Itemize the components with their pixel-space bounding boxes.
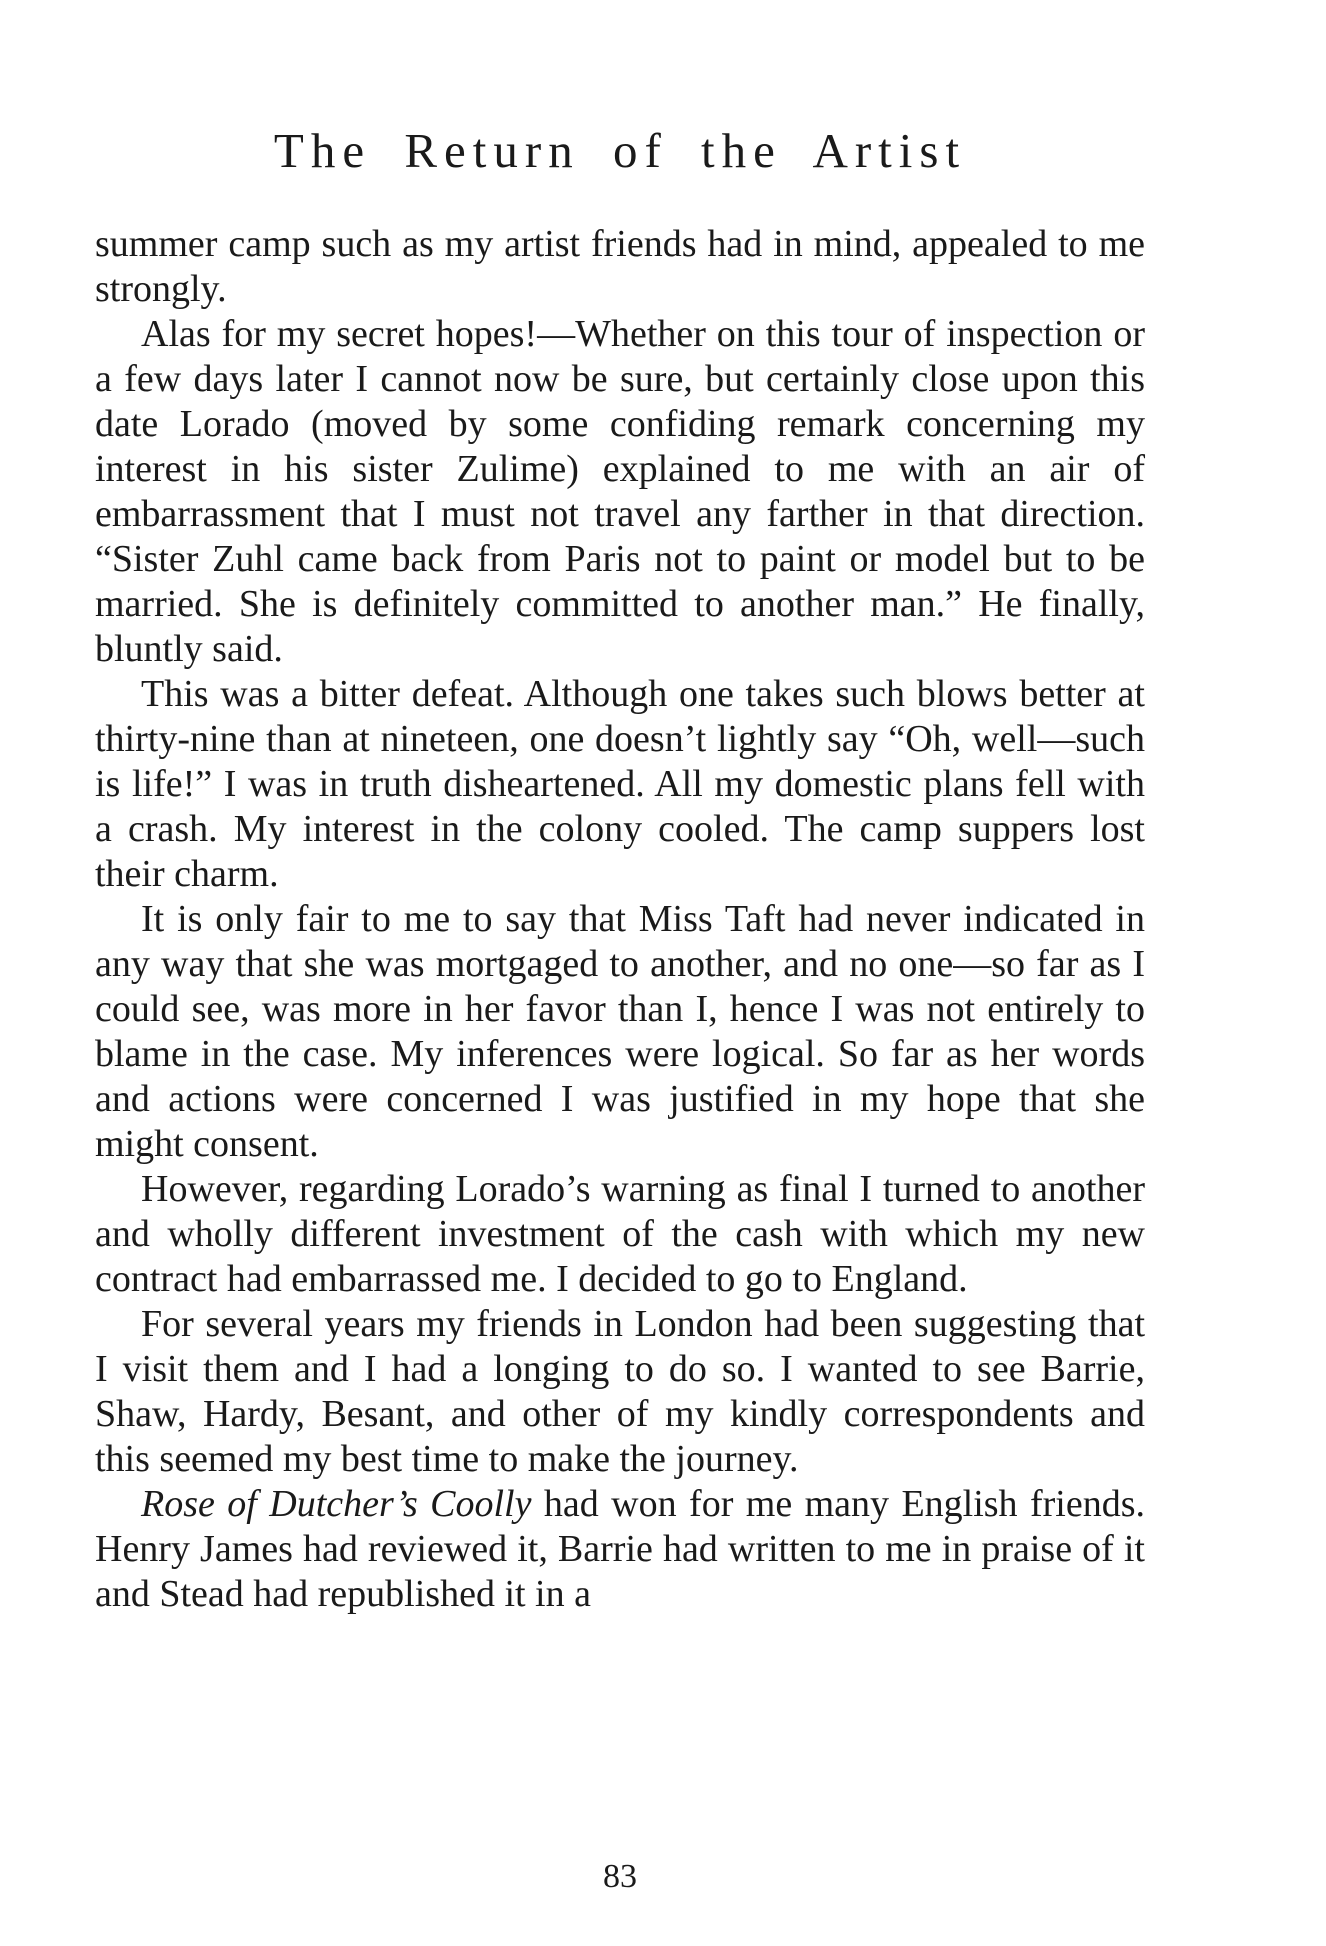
paragraph-text: had won for me many English friends. Henry James had reviewed it, Barrie had written to me in praise of it and Stead had republished it in a [95,1483,1145,1615]
paragraph [95,1482,1145,1617]
paragraph: It is only fair to me to say that Miss Taft had never indicated in any way that she was mortgaged to another, and no one—so far as I could see, was more in her favor than I, hence I was not entirely to blame in the case. My inferences were logical. So far as her words and actions were concerned I was justified in my hope that she might consent. [95,898,1145,1165]
body-text [95,222,1145,1617]
running-head: The Return of the Artist [273,123,967,178]
paragraph: However, regarding Lorado’s warning as final I turned to another and wholly different investment of the cash with which my new contract had embarrassed me. I decided to go to England. [95,1168,1145,1300]
book-title: Rose of Dutcher’s Coolly [141,1483,532,1525]
paragraph-continuation: summer camp such as my artist friends had in mind, appealed to me strongly. [95,223,1145,310]
paragraph: This was a bitter defeat. Although one takes such blows better at thirty-nine than at nineteen, one doesn’t lightly say “Oh, well—such is life!” I was in truth disheartened. All my domestic plans fell with a crash. My interest in the colony cooled. The camp suppers lost their charm. [95,673,1145,895]
paragraph: Alas for my secret hopes!—Whether on this tour of inspection or a few days later I cannot now be sure, but certainly close upon this date Lorado (moved by some confiding remark concerning my interest in his sister Zulime) explained to me with an air of embarrassment that I must not travel any farther in that direction. “Sister Zuhl came back from Paris not to paint or model but to be married. She is definitely committed to another man.” He finally, bluntly said. [95,313,1145,670]
paragraph: For several years my friends in London had been suggesting that I visit them and I had a longing to do so. I wanted to see Barrie, Shaw, Hardy, Besant, and other of my kindly correspondents and this seemed my best time to make the journey. [95,1303,1145,1480]
page-number: 83 [603,1858,637,1895]
